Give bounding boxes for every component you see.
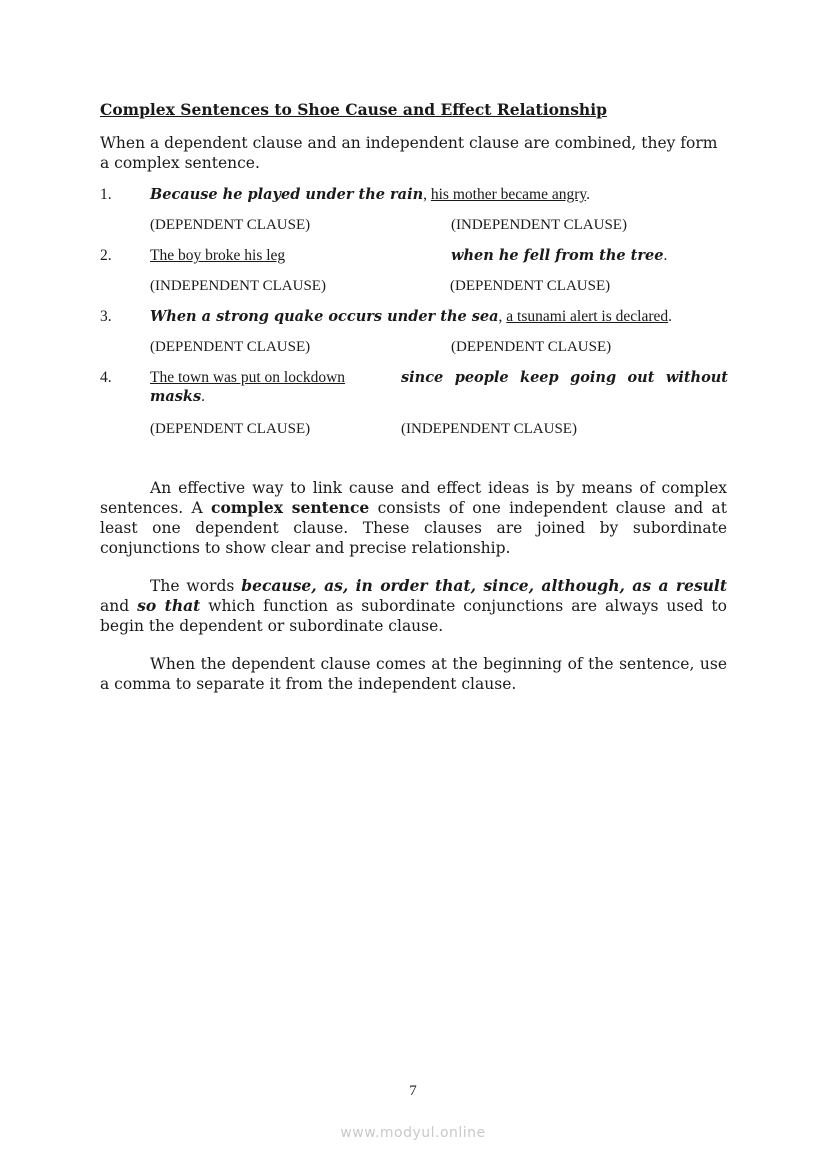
- example-2-number: 2.: [100, 247, 112, 264]
- example-3-independent: a tsunami alert is declared: [506, 308, 669, 325]
- watermark: www.modyul.online: [340, 1125, 486, 1141]
- example-4-period: .: [201, 388, 205, 405]
- example-2-label-left: (INDEPENDENT CLAUSE): [150, 278, 326, 294]
- example-4-label-right: (INDEPENDENT CLAUSE): [401, 421, 577, 437]
- example-3-comma: ,: [498, 308, 507, 325]
- paragraph-2-conjunction-so-that: so that: [137, 596, 201, 615]
- example-1-dependent: Because he played under the rain: [150, 186, 424, 203]
- example-4-label-left: (DEPENDENT CLAUSE): [150, 421, 311, 437]
- example-4-independent: The town was put on lockdown: [150, 369, 346, 386]
- example-3-period: .: [668, 308, 672, 325]
- paragraph-complex-sentence: [100, 478, 727, 558]
- example-4-dependent-line1: since people keep going out without: [401, 369, 728, 386]
- example-1-comma: ,: [423, 186, 431, 203]
- paragraph-2-conjunction-list: because, as, in order that, since, although, as a result: [241, 576, 727, 595]
- page-number: 7: [409, 1083, 417, 1099]
- example-3-dependent: When a strong quake occurs under the sea: [150, 308, 499, 325]
- paragraph-conjunctions: [100, 576, 727, 636]
- example-2-independent-wrap: [150, 246, 285, 266]
- intro-paragraph: When a dependent clause and an independent clause are combined, they form a complex sentence.: [100, 134, 718, 172]
- example-4-number: 4.: [100, 369, 112, 386]
- example-1-independent: his mother became angry: [430, 186, 587, 203]
- example-4-dependent-line2-wrap: [150, 387, 205, 407]
- example-1-period: .: [586, 186, 590, 203]
- example-2-dependent-wrap: [451, 246, 667, 266]
- paragraph-2-text-b: and: [100, 597, 138, 615]
- paragraph-1-bold-term: complex sentence: [211, 498, 370, 517]
- example-4-independent-wrap: [150, 368, 345, 388]
- example-2-label-right: (DEPENDENT CLAUSE): [450, 278, 611, 294]
- paragraph-1-text-b: consists of one independent clause and at least one dependent clause. These clauses are joined by subordinate conjunctions to show clear and precise relationship.: [100, 499, 727, 557]
- example-4-dependent-line2: masks: [150, 388, 202, 405]
- section-title: Complex Sentences to Shoe Cause and Effect Relationship: [100, 100, 607, 119]
- example-3-label-right: (DEPENDENT CLAUSE): [451, 339, 612, 355]
- example-1-sentence: [150, 185, 590, 205]
- paragraph-comma-rule: [100, 654, 727, 694]
- example-3-number: 3.: [100, 308, 112, 325]
- example-2-dependent: when he fell from the tree: [451, 247, 664, 264]
- paragraph-1-text-a: An effective way to link cause and effect ideas is by means of complex sentences. A: [100, 479, 727, 517]
- example-2-period: .: [663, 247, 668, 264]
- paragraph-2-text-c: which function as subordinate conjunctions are always used to begin the dependent or subordinate clause.: [100, 597, 727, 635]
- example-1-label-left: (DEPENDENT CLAUSE): [150, 217, 311, 233]
- paragraph-2-text-a: The words: [150, 577, 242, 595]
- example-1-label-right: (INDEPENDENT CLAUSE): [451, 217, 627, 233]
- example-3-sentence: [150, 307, 672, 327]
- example-2-independent: The boy broke his leg: [150, 247, 286, 264]
- example-3-label-left: (DEPENDENT CLAUSE): [150, 339, 311, 355]
- example-1-number: 1.: [100, 186, 112, 203]
- paragraph-3-text: When the dependent clause comes at the beginning of the sentence, use a comma to separate it from the independent clause.: [100, 655, 727, 693]
